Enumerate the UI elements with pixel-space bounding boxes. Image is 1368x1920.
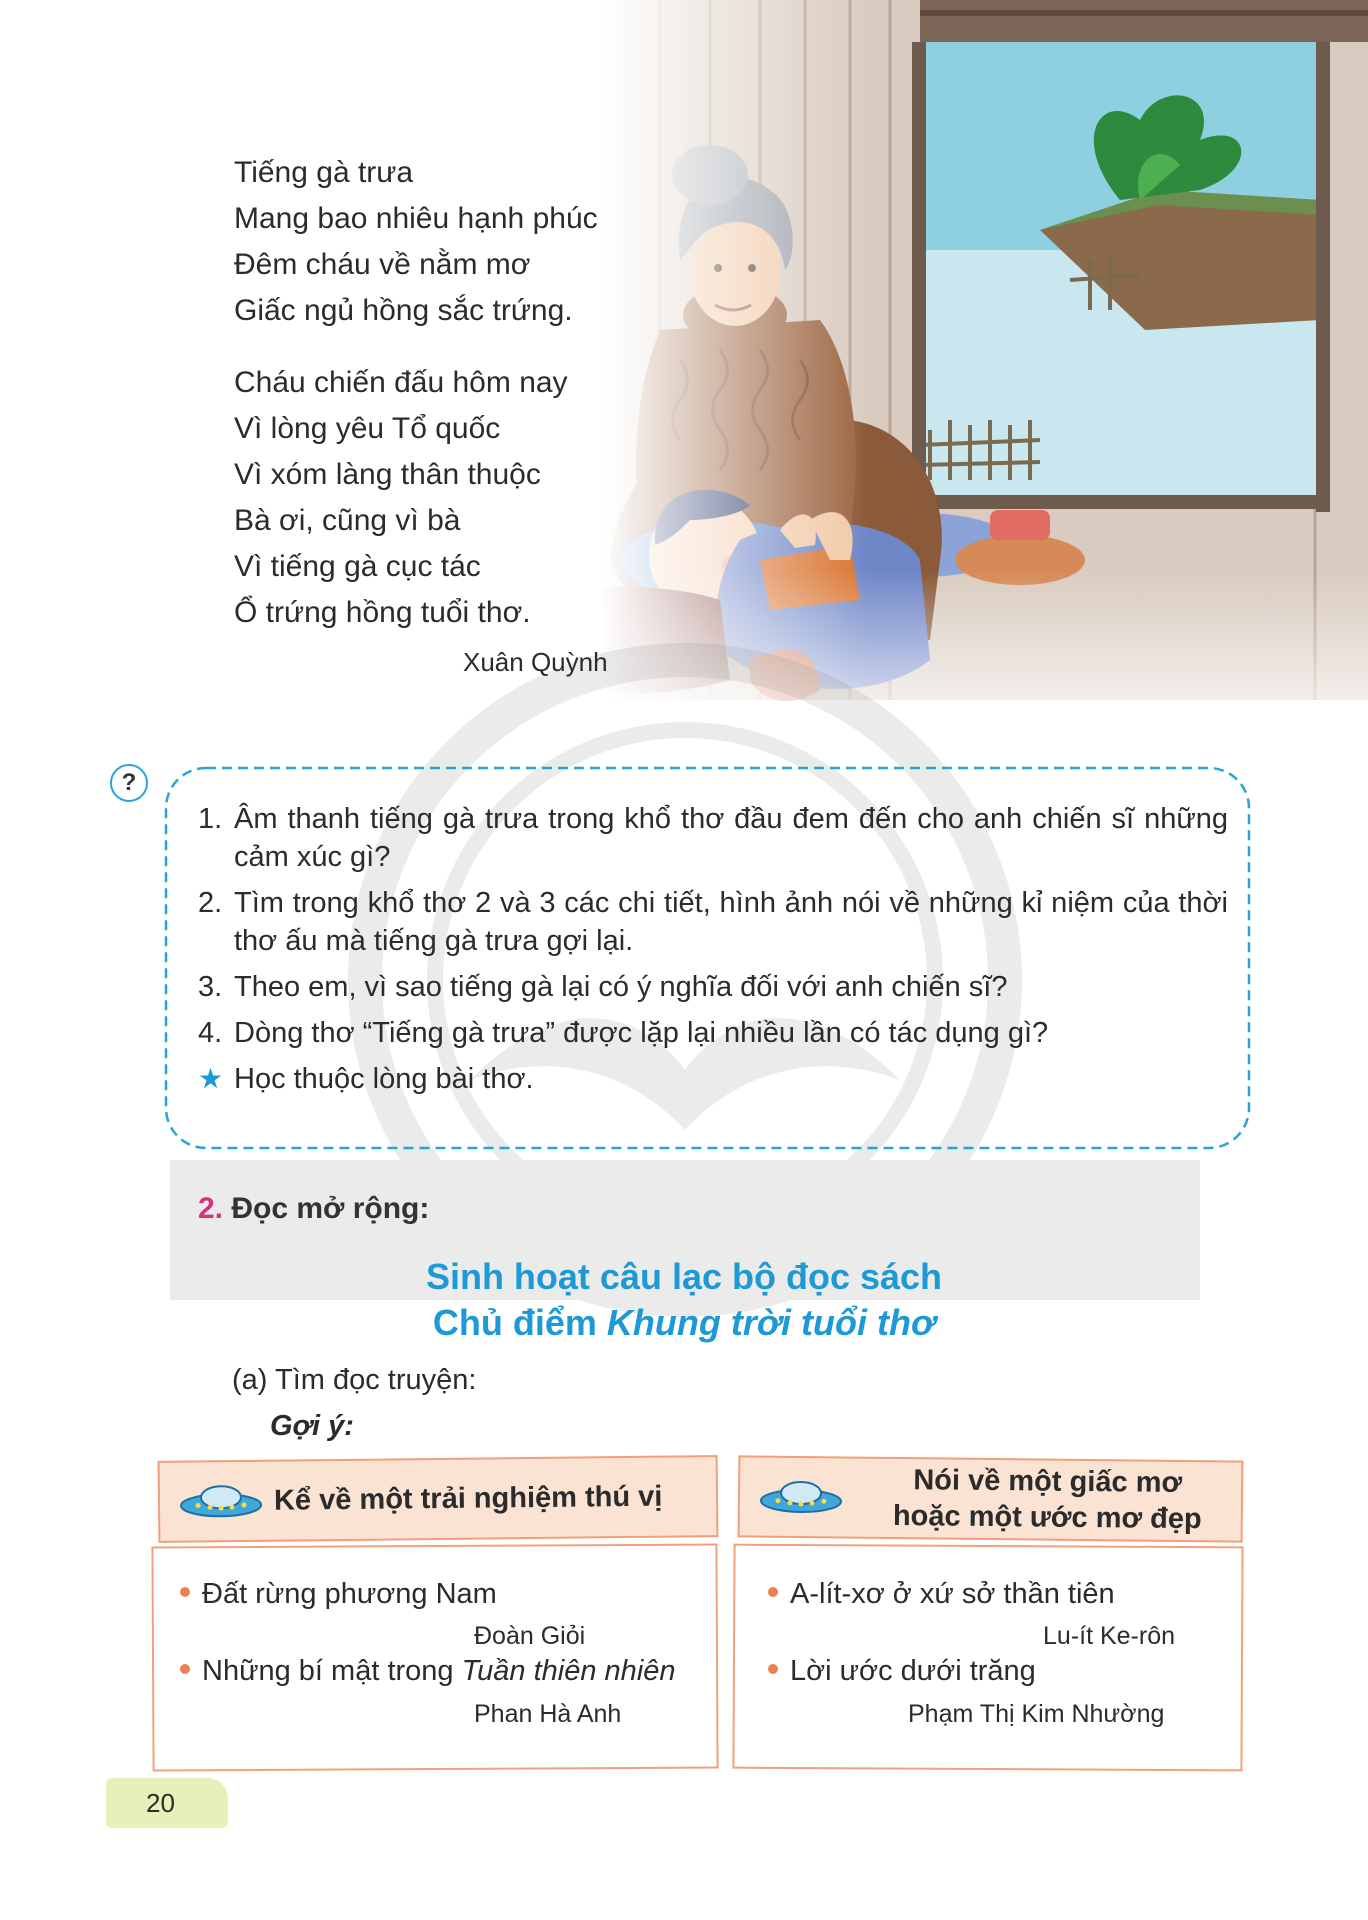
poem-line: Tiếng gà trưa [234,156,414,189]
question-text: Dòng thơ “Tiếng gà trưa” được lặp lại nhiều lần có tác dụng gì? [234,1017,1049,1049]
card-title [854,1462,1242,1538]
card-title: Kể về một trải nghiệm thú vị [273,1480,663,1517]
poem-line: Ổ trứng hồng tuổi thơ. [234,596,531,629]
question-text: Âm thanh tiếng gà trưa trong khổ thơ đầu đem đến cho anh chiến sĩ những cảm xúc gì? [234,803,1228,873]
poem-line: Mang bao nhiêu hạnh phúc [234,202,598,235]
question-list [198,800,1228,1106]
question-number: 1. [198,803,223,835]
find-label: (a) Tìm đọc truyện: [232,1364,477,1396]
book-item [768,1578,1115,1611]
club-title: Sinh hoạt câu lạc bộ đọc sách [425,1256,943,1297]
book-item [768,1655,1036,1688]
card-header-experience [158,1455,719,1543]
question-number: 2. [198,887,223,919]
section-title: Đọc mở rộng: [231,1192,430,1225]
poem-line: Đêm cháu về nằm mơ [234,248,531,281]
question-text: Tìm trong khổ thơ 2 và 3 các chi tiết, hình ảnh nói về những kỉ niệm của thời thơ ấu mà tiếng gà trưa gợi lại. [234,887,1228,957]
book-author: Lu-ít Ke-rôn [1043,1622,1176,1650]
question-item [198,884,1228,960]
poem-stanza-2 [234,360,598,636]
section-number: 2. [198,1192,224,1225]
poem [234,150,598,662]
question-mark-icon: ? [110,764,148,802]
grandmother-child-illustration [600,0,1368,760]
star-task [198,1060,1228,1098]
question-text: Theo em, vì sao tiếng gà lại có ý nghĩa đối với anh chiến sĩ? [234,971,1008,1003]
poem-line: Giấc ngủ hồng sắc trứng. [234,294,573,327]
poem-stanza-1 [234,150,598,334]
question-item [198,800,1228,876]
ufo-icon [178,1481,264,1522]
hint-label: Gợi ý: [270,1410,354,1442]
book-title: Lời ước dưới trăng [790,1655,1036,1687]
book-item [180,1655,676,1688]
poem-line: Vì tiếng gà cục tác [234,550,481,583]
book-author: Đoàn Giỏi [474,1622,586,1650]
poem-line: Vì xóm làng thân thuộc [234,458,541,491]
book-title: Đất rừng phương Nam [202,1578,497,1610]
question-item [198,968,1228,1006]
club-theme [0,1302,1368,1344]
poem-line: Bà ơi, cũng vì bà [234,504,461,537]
book-title: A-lít-xơ ở xứ sở thần tiên [790,1578,1115,1610]
club-theme-prefix: Chủ điểm [432,1302,607,1343]
card-header-dream [738,1455,1244,1542]
club-theme-name: Khung trời tuổi thơ [606,1302,936,1343]
book-title: Những bí mật trong [202,1655,462,1687]
card-title-line: Nói về một giấc mơ [913,1464,1183,1500]
section-heading [198,1192,429,1226]
star-task-text: Học thuộc lòng bài thơ. [234,1063,534,1095]
ufo-icon [758,1477,844,1518]
poem-line: Vì lòng yêu Tổ quốc [234,412,501,445]
question-number: 4. [198,1017,223,1049]
bullet-icon [768,1664,778,1674]
poem-line: Cháu chiến đấu hôm nay [234,366,568,399]
question-item [198,1014,1228,1052]
bullet-icon [180,1587,190,1597]
poem-author: Xuân Quỳnh [463,647,608,677]
book-title-italic: Tuần thiên nhiên [461,1655,676,1687]
bullet-icon [768,1587,778,1597]
page-number: 20 [106,1778,228,1828]
star-icon: ★ [198,1063,224,1094]
question-number: 3. [198,971,223,1003]
card-title-line: hoặc một ước mơ đẹp [892,1499,1202,1536]
book-author: Phạm Thị Kim Nhường [908,1700,1165,1728]
bullet-icon [180,1664,190,1674]
book-author: Phan Hà Anh [474,1700,622,1728]
book-item [180,1578,497,1611]
